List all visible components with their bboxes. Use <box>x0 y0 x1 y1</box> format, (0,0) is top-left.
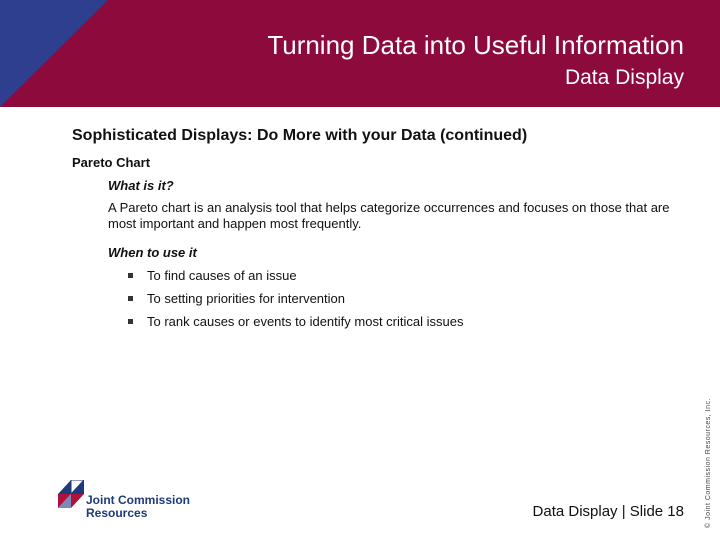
slide-heading: Sophisticated Displays: Do More with your Data (continued) <box>72 127 528 144</box>
list-item <box>126 291 463 314</box>
header-title: Turning Data into Useful Information <box>267 30 684 60</box>
header-subtitle: Data Display <box>564 66 684 89</box>
bullet-text: To rank causes or events to identify most critical issues <box>147 314 464 329</box>
what-is-it-label: What is it? <box>108 178 174 193</box>
corner-decoration-icon <box>0 0 110 107</box>
jcr-logo <box>58 480 198 520</box>
bullet-icon <box>128 319 133 324</box>
list-item <box>126 314 463 337</box>
slide-number-label: Data Display | Slide 18 <box>532 503 684 520</box>
jcr-logo-icon <box>58 480 84 508</box>
bullet-icon <box>128 273 133 278</box>
bullet-text: To setting priorities for intervention <box>147 291 345 306</box>
section-label: Pareto Chart <box>72 155 151 170</box>
copyright-notice: © Joint Commission Resources, Inc. <box>705 398 712 528</box>
logo-text-line1: Joint Commission <box>86 493 191 507</box>
what-is-it-text: A Pareto chart is an analysis tool that helps categorize occurrences and focuses on those that are most important and happen most frequently. <box>108 200 670 231</box>
usage-bullet-list <box>126 268 463 337</box>
list-item <box>126 268 463 291</box>
bullet-icon <box>128 296 133 301</box>
bullet-text: To find causes of an issue <box>147 268 297 283</box>
slide-header <box>0 0 720 107</box>
logo-text-line2: Resources <box>86 506 148 520</box>
when-to-use-label: When to use it <box>108 245 197 260</box>
